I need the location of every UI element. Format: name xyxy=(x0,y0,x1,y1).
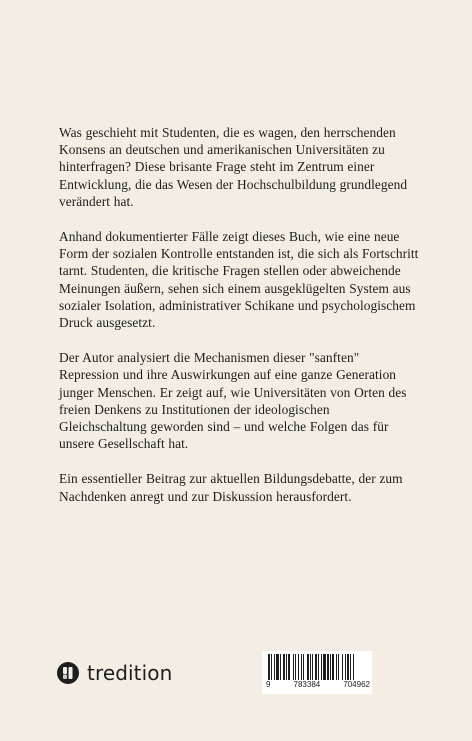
barcode-bars xyxy=(268,654,366,680)
back-cover-blurb xyxy=(59,124,419,523)
tredition-logo-icon xyxy=(57,662,79,684)
barcode-digit-first: 9 xyxy=(266,680,271,689)
blurb-paragraph-1: Was geschieht mit Studenten, die es wagen, den herrschenden Konsens an deutschen und amerikanischen Universitäten zu hinterfragen? Diese brisante Frage steht im Zentrum einer Entwicklung, die das Wesen der Hochschulbildung grundlegend verändert hat. xyxy=(59,125,408,209)
barcode-digit-group-2: 704962 xyxy=(343,680,370,689)
blurb-paragraph-3: Der Autor analysiert die Mechanismen dieser "sanften" Repression und ihre Auswirkungen auf eine ganze Generation junger Menschen. Er zeigt auf, wie Universitäten von Orten des freien Denkens zu Institutionen der ideologischen Gleichschaltung geworden sind – und welche Folgen das für unsere Gesellschaft hat. xyxy=(59,350,407,452)
barcode-digit-group-1: 783384 xyxy=(293,680,321,689)
isbn-barcode xyxy=(262,651,372,694)
publisher-logo xyxy=(57,661,172,685)
publisher-name: tredition xyxy=(87,661,173,685)
barcode-digits xyxy=(266,680,370,689)
blurb-paragraph-2: Anhand dokumentierter Fälle zeigt dieses Buch, wie eine neue Form der sozialen Kontrolle entstanden ist, die sich als Fortschritt tarnt. Studenten, die kritische Fragen stellen oder abweichende Meinungen äußern, sehen sich einem ausgeklügelten System aus sozialer Isolation, administrativer Schikane und psychologischem Druck ausgesetzt. xyxy=(59,229,419,331)
blurb-paragraph-4: Ein essentieller Beitrag zur aktuellen Bildungsdebatte, der zum Nachdenken anregt und zur Diskussion herausfordert. xyxy=(59,471,403,504)
